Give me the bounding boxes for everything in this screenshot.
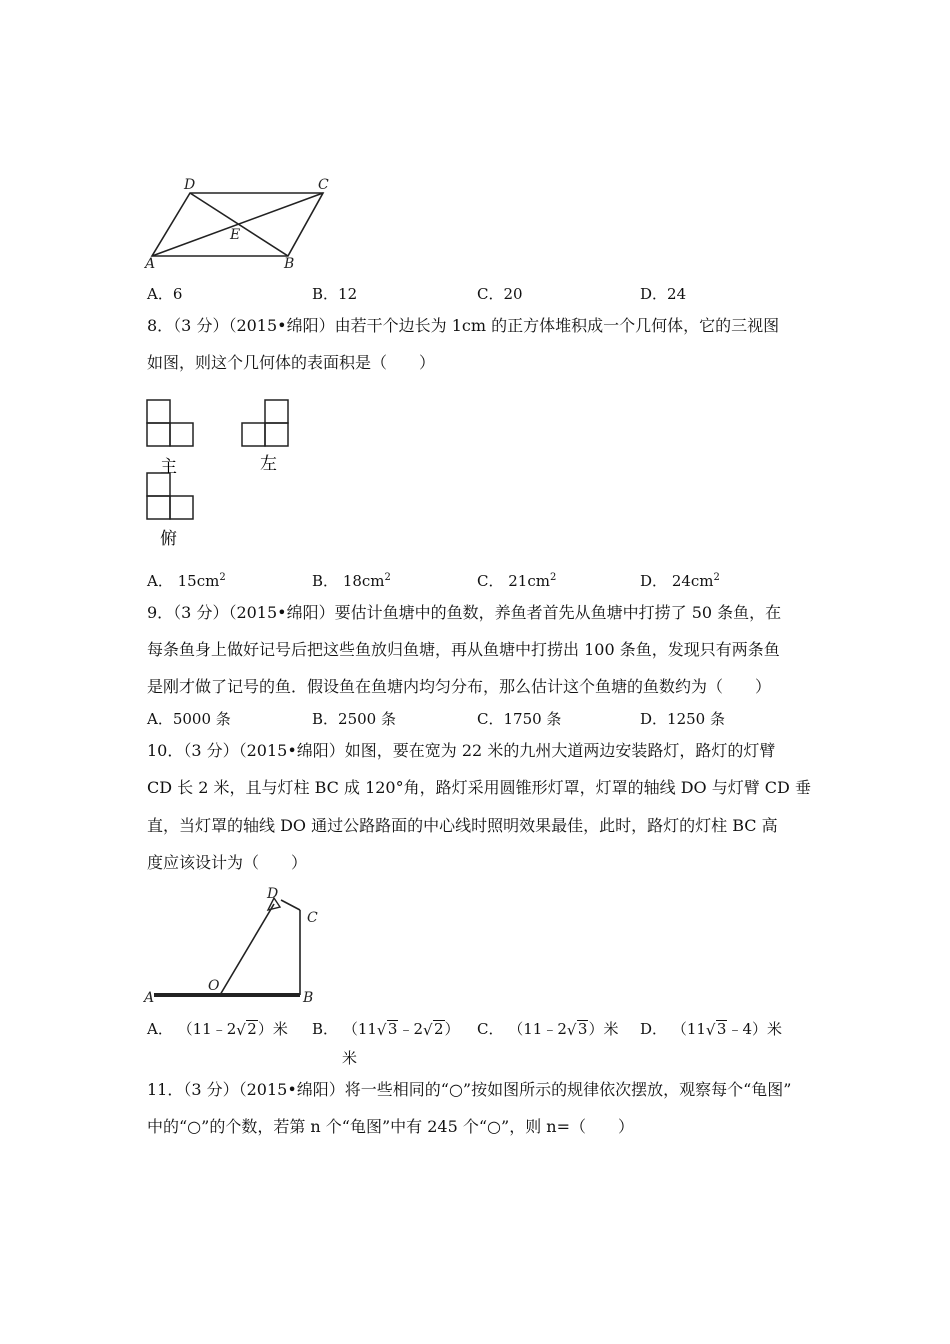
arm-cd — [281, 900, 300, 910]
q7-option-a: A．6 — [147, 285, 183, 303]
label-b: B — [284, 256, 295, 272]
label-e: E — [230, 227, 241, 243]
q7-option-b: B．12 — [312, 285, 358, 303]
left-view-label: 左 — [260, 454, 277, 474]
label-a: A — [145, 256, 156, 272]
q9-option-c: C．1750 条 — [477, 710, 562, 728]
top-view-label: 俯 — [160, 529, 177, 549]
label-o: O — [208, 978, 220, 994]
label-a: A — [144, 990, 155, 1006]
label-d: D — [267, 886, 279, 902]
q10-option-b: B． （11 √ 3﹣2 √ 2） — [312, 1020, 460, 1039]
q9-option-a: A．5000 条 — [147, 710, 231, 728]
front-view-label: 主 — [160, 457, 177, 477]
label-d: D — [184, 177, 196, 193]
top-view — [147, 473, 193, 519]
q9-stem-line2: 每条鱼身上做好记号后把这些鱼放归鱼塘，再从鱼塘中打捞出 100 条鱼，发现只有两条鱼 — [147, 640, 780, 659]
q8-three-views-figure — [140, 392, 310, 552]
front-view — [147, 400, 193, 446]
q10-stem-line1: 10．（3 分）（2015•绵阳）如图，要在宽为 22 米的九州大道两边安装路灯，路灯的灯臂 — [147, 741, 776, 760]
label-c: C — [318, 177, 329, 193]
q8-option-d: D． $24cm^2$ — [640, 572, 720, 590]
q8-stem-line1: 8．（3 分）（2015•绵阳）由若干个边长为 1cm 的正方体堆积成一个几何体，它的三视图 — [147, 316, 780, 335]
q9-stem-line3: 是刚才做了记号的鱼．假设鱼在鱼塘内均匀分布，那么估计这个鱼塘的鱼数约为（ ） — [147, 677, 772, 696]
left-view — [242, 400, 288, 446]
q8-stem-line2: 如图，则这个几何体的表面积是（ ） — [147, 353, 436, 372]
q11-stem-line1: 11．（3 分）（2015•绵阳）将一些相同的“○”按如图所示的规律依次摆放，观察每个“龟图” — [147, 1080, 792, 1099]
q8-option-b: B． $18cm^2$ — [312, 572, 391, 590]
q10-stem-line4: 度应该设计为（ ） — [147, 853, 308, 872]
diagonal-bd — [190, 193, 288, 256]
q9-option-d: D．1250 条 — [640, 710, 725, 728]
q10-option-d: D． （11 √ 3﹣4）米 — [640, 1020, 782, 1039]
q7-option-d: D．24 — [640, 285, 687, 303]
diagonal-ac — [152, 193, 323, 256]
axis-do — [220, 904, 274, 995]
q10-option-b-wrap: 米 — [342, 1049, 358, 1067]
q8-option-a: A． $15cm^2$ — [147, 572, 226, 590]
q11-stem-line2: 中的“○”的个数，若第 n 个“龟图”中有 245 个“○”，则 n=（ ） — [147, 1117, 634, 1136]
label-b: B — [303, 990, 314, 1006]
q10-stem-line3: 直，当灯罩的轴线 DO 通过公路路面的中心线时照明效果最佳，此时，路灯的灯柱 BC 高 — [147, 816, 778, 835]
q10-option-a: A． （11﹣2 √ 2）米 — [147, 1020, 288, 1039]
q10-stem-line2: CD 长 2 米，且与灯柱 BC 成 120°角，路灯采用圆锥形灯罩，灯罩的轴线 DO 与灯臂 CD 垂 — [147, 778, 811, 797]
label-c: C — [307, 910, 318, 926]
q9-option-b: B．2500 条 — [312, 710, 396, 728]
q10-option-c: C． （11﹣2 √ 3）米 — [477, 1020, 619, 1039]
q9-stem-line1: 9．（3 分）（2015•绵阳）要估计鱼塘中的鱼数，养鱼者首先从鱼塘中打捞了 50 条鱼，在 — [147, 603, 782, 622]
q7-option-c: C．20 — [477, 285, 523, 303]
q8-option-c: C． $21cm^2$ — [477, 572, 557, 590]
q10-streetlight-figure — [140, 882, 340, 1007]
q7-parallelogram-figure — [140, 172, 340, 272]
